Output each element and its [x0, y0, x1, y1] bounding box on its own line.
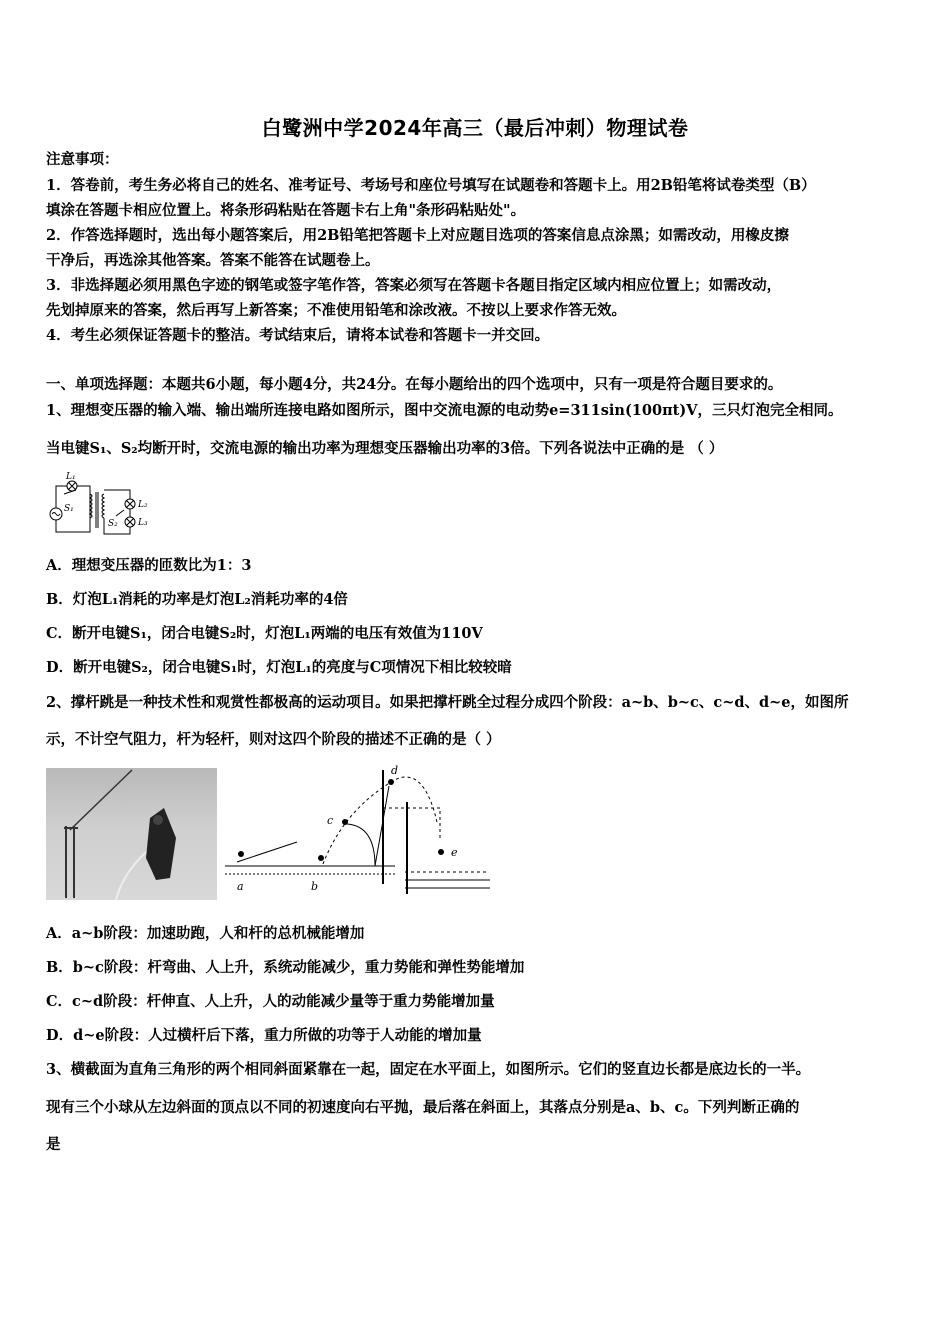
section-heading: 一、单项选择题：本题共6小题，每小题4分，共24分。在每小题给出的四个选项中，只有一项是符合题目要求的。: [46, 376, 783, 393]
phase-label-e: e: [451, 846, 458, 859]
phase-label-d: d: [391, 764, 399, 777]
phase-label-c: c: [327, 814, 334, 827]
q2-stem-line: 2、撑杆跳是一种技术性和观赏性都极高的运动项目。如果把撑杆跳全过程分成四个阶段：a~b、b~c、c~d、d~e，如图所: [46, 694, 849, 711]
transformer-circuit-figure: [46, 470, 166, 540]
label-l1: L₁: [66, 472, 76, 482]
q3-stem-line: 是: [46, 1136, 61, 1153]
notice-line: 4．考生必须保证答题卡的整洁。考试结束后，请将本试卷和答题卡一并交回。: [46, 327, 550, 344]
notice-line: 3．非选择题必须用黑色字迹的钢笔或签字笔作答，答案必须写在答题卡各题目指定区域内相应位置上；如需改动，: [46, 277, 782, 294]
label-s1: S₁: [64, 504, 74, 514]
q2-option-b: B．b~c阶段：杆弯曲、人上升，系统动能减少，重力势能和弹性势能增加: [46, 959, 525, 976]
notice-line: 先划掉原来的答案，然后再写上新答案；不准使用铅笔和涂改液。不按以上要求作答无效。: [46, 302, 626, 319]
label-l3: L₃: [138, 518, 148, 528]
notice-line: 干净后，再选涂其他答案。答案不能答在试题卷上。: [46, 252, 380, 269]
q1-option-d: D．断开电键S₂，闭合电键S₁时，灯泡L₁的亮度与C项情况下相比较较暗: [46, 659, 512, 676]
phase-label-a: a: [237, 880, 244, 893]
pole-vault-phase-diagram: [225, 762, 495, 902]
q3-stem-line: 现有三个小球从左边斜面的顶点以不同的初速度向右平抛，最后落在斜面上，其落点分别是a、b、c。下列判断正确的: [46, 1099, 800, 1116]
q1-option-b: B．灯泡L₁消耗的功率是灯泡L₂消耗功率的4倍: [46, 591, 348, 608]
q2-option-a: A．a~b阶段：加速助跑，人和杆的总机械能增加: [46, 925, 365, 942]
label-l2: L₂: [138, 500, 148, 510]
pole-vault-photo: [46, 768, 217, 900]
q2-stem-line: 示，不计空气阻力，杆为轻杆，则对这四个阶段的描述不正确的是（ ）: [46, 731, 501, 748]
notice-line: 1．答卷前，考生务必将自己的姓名、准考证号、考场号和座位号填写在试题卷和答题卡上。用2B铅笔将试卷类型（B）: [46, 177, 816, 194]
phase-label-b: b: [311, 880, 319, 893]
label-s2: S₂: [108, 519, 118, 529]
q1-stem-line: 当电键S₁、S₂均断开时，交流电源的输出功率为理想变压器输出功率的3倍。下列各说法中正确的是 （ ）: [46, 440, 724, 457]
notice-heading: 注意事项：: [46, 151, 119, 168]
q3-stem-line: 3、横截面为直角三角形的两个相同斜面紧靠在一起，固定在水平面上，如图所示。它们的竖直边长都是底边长的一半。: [46, 1061, 811, 1078]
page-title: 白鹭洲中学2024年高三（最后冲刺）物理试卷: [261, 116, 689, 140]
q2-option-c: C．c~d阶段：杆伸直、人上升，人的动能减少量等于重力势能增加量: [46, 993, 495, 1010]
q1-option-a: A．理想变压器的匝数比为1：3: [46, 557, 252, 574]
q2-option-d: D．d~e阶段：人过横杆后下落，重力所做的功等于人动能的增加量: [46, 1027, 482, 1044]
q1-stem-line: 1、理想变压器的输入端、输出端所连接电路如图所示，图中交流电源的电动势e=311sin(100πt)V，三只灯泡完全相同。: [46, 402, 843, 419]
q1-option-c: C．断开电键S₁，闭合电键S₂时，灯泡L₁两端的电压有效值为110V: [46, 625, 483, 642]
notice-line: 填涂在答题卡相应位置上。将条形码粘贴在答题卡右上角"条形码粘贴处"。: [46, 202, 526, 219]
notice-line: 2．作答选择题时，选出每小题答案后，用2B铅笔把答题卡上对应题目选项的答案信息点涂黑；如需改动，用橡皮擦: [46, 227, 789, 244]
